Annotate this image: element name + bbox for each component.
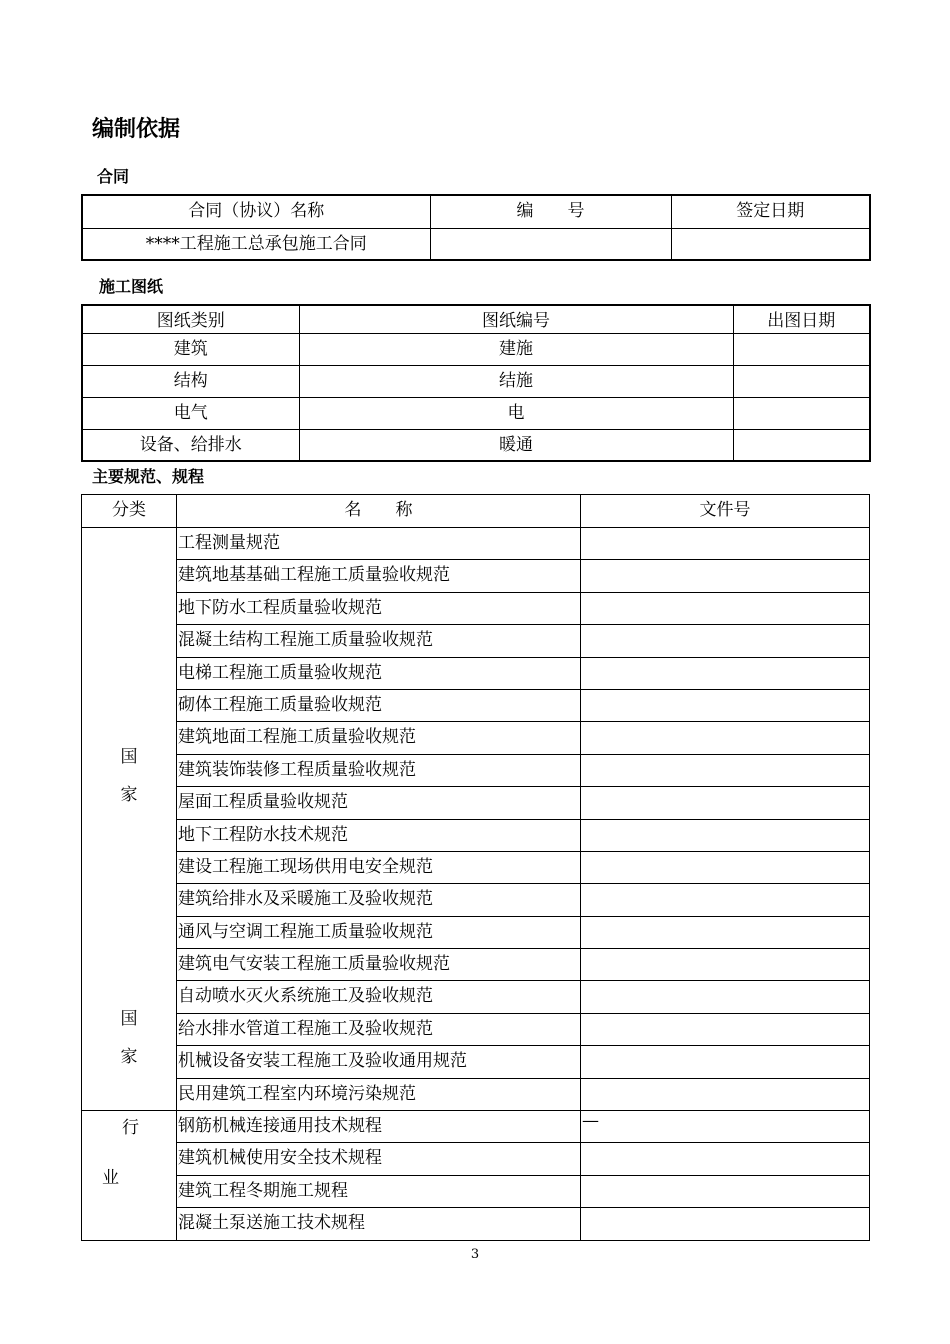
table-row: [82, 981, 870, 1013]
standard-doc-number-cell: [581, 819, 870, 851]
standard-name-cell: 建筑装饰装修工程质量验收规范: [177, 754, 581, 786]
standard-doc-number-cell: [581, 592, 870, 624]
standard-name-cell: 机械设备安装工程施工及验收通用规范: [177, 1046, 581, 1078]
standard-doc-number-cell: [581, 528, 870, 560]
table-row: [82, 333, 870, 365]
table-row: [82, 689, 870, 721]
table-row: [82, 916, 870, 948]
table-row: [82, 592, 870, 624]
standard-name-cell: 建筑机械使用安全技术规程: [177, 1143, 581, 1175]
contract-header-row: [82, 195, 870, 228]
drawings-heading: 施工图纸: [99, 277, 164, 296]
contract-header-number: 编 号: [430, 195, 671, 228]
drawing-type-cell: 设备、给排水: [82, 429, 299, 461]
drawing-date-cell: [733, 397, 870, 429]
standard-doc-number-cell: [581, 916, 870, 948]
standard-doc-number-cell: [581, 689, 870, 721]
table-row: [82, 949, 870, 981]
contract-header-date: 签定日期: [671, 195, 870, 228]
contract-table: [81, 194, 871, 261]
table-row: [82, 1208, 870, 1240]
drawing-number-cell: 电: [299, 397, 733, 429]
standards-heading: 主要规范、规程: [92, 467, 205, 486]
standard-doc-number-cell: [581, 754, 870, 786]
standard-doc-number-cell: [581, 981, 870, 1013]
standard-doc-number-cell: [581, 949, 870, 981]
drawings-header-row: [82, 305, 870, 333]
standard-name-cell: 建筑电气安装工程施工质量验收规范: [177, 949, 581, 981]
drawing-type-cell: 电气: [82, 397, 299, 429]
table-row: [82, 625, 870, 657]
category-char: 业: [102, 1168, 119, 1189]
table-row: [82, 884, 870, 916]
standard-name-cell: 自动喷水灭火系统施工及验收规范: [177, 981, 581, 1013]
table-row: [82, 397, 870, 429]
standard-doc-number-cell: —: [581, 1111, 870, 1143]
table-row: [82, 787, 870, 819]
standard-doc-number-cell: [581, 1208, 870, 1240]
standard-name-cell: 给水排水管道工程施工及验收规范: [177, 1013, 581, 1045]
table-row: [82, 1143, 870, 1175]
standard-name-cell: 电梯工程施工质量验收规范: [177, 657, 581, 689]
standard-name-cell: 地下工程防水技术规范: [177, 819, 581, 851]
standard-doc-number-cell: [581, 1013, 870, 1045]
standard-doc-number-cell: [581, 722, 870, 754]
table-row: [82, 1046, 870, 1078]
table-row: [82, 754, 870, 786]
drawing-number-cell: 建施: [299, 333, 733, 365]
table-row: [82, 1175, 870, 1207]
standard-name-cell: 建筑工程冬期施工规程: [177, 1175, 581, 1207]
contract-number-cell: [430, 228, 671, 260]
category-char: 国: [120, 1009, 138, 1029]
standard-doc-number-cell: [581, 625, 870, 657]
table-row: [82, 228, 870, 260]
page-number: 3: [470, 1247, 480, 1262]
table-row: [82, 365, 870, 397]
standard-doc-number-cell: [581, 884, 870, 916]
drawing-date-cell: [733, 429, 870, 461]
standard-name-cell: 砌体工程施工质量验收规范: [177, 689, 581, 721]
table-row: [82, 1013, 870, 1045]
drawing-type-cell: 结构: [82, 365, 299, 397]
drawing-date-cell: [733, 333, 870, 365]
category-char: 行: [122, 1118, 139, 1139]
standard-doc-number-cell: [581, 1143, 870, 1175]
category-char: 国: [120, 747, 138, 767]
standard-name-cell: 钢筋机械连接通用技术规程: [177, 1111, 581, 1143]
standard-doc-number-cell: [581, 1175, 870, 1207]
category-char: 家: [120, 785, 138, 805]
standard-name-cell: 通风与空调工程施工质量验收规范: [177, 916, 581, 948]
table-row: [82, 851, 870, 883]
standard-name-cell: 建设工程施工现场供用电安全规范: [177, 851, 581, 883]
standards-header-name: 名 称: [177, 495, 581, 528]
drawings-header-number: 图纸编号: [299, 305, 733, 333]
standard-name-cell: 民用建筑工程室内环境污染规范: [177, 1078, 581, 1110]
standard-name-cell: 建筑地面工程施工质量验收规范: [177, 722, 581, 754]
drawings-table: [81, 304, 871, 462]
drawing-number-cell: 结施: [299, 365, 733, 397]
table-row: [82, 1078, 870, 1110]
drawings-header-type: 图纸类别: [82, 305, 299, 333]
page-title: 编制依据: [92, 117, 181, 142]
contract-date-cell: [671, 228, 870, 260]
standards-header-row: [82, 495, 870, 528]
standard-doc-number-cell: [581, 1078, 870, 1110]
standard-doc-number-cell: [581, 1046, 870, 1078]
category-industry: [82, 1111, 177, 1241]
standard-doc-number-cell: [581, 787, 870, 819]
table-row: [82, 1111, 870, 1143]
standard-name-cell: 屋面工程质量验收规范: [177, 787, 581, 819]
standard-name-cell: 建筑地基基础工程施工质量验收规范: [177, 560, 581, 592]
standard-name-cell: 混凝土泵送施工技术规程: [177, 1208, 581, 1240]
standards-header-doc-number: 文件号: [581, 495, 870, 528]
table-row: [82, 560, 870, 592]
standard-name-cell: 地下防水工程质量验收规范: [177, 592, 581, 624]
standard-name-cell: 混凝土结构工程施工质量验收规范: [177, 625, 581, 657]
category-national: [82, 528, 177, 1111]
drawing-type-cell: 建筑: [82, 333, 299, 365]
table-row: [82, 819, 870, 851]
standards-table: [81, 494, 870, 1241]
standard-doc-number-cell: [581, 851, 870, 883]
standard-doc-number-cell: [581, 560, 870, 592]
table-row: [82, 429, 870, 461]
drawing-date-cell: [733, 365, 870, 397]
drawings-header-date: 出图日期: [733, 305, 870, 333]
standard-name-cell: 建筑给排水及采暖施工及验收规范: [177, 884, 581, 916]
standard-name-cell: 工程测量规范: [177, 528, 581, 560]
table-row: [82, 657, 870, 689]
category-char: 家: [120, 1047, 138, 1067]
table-row: [82, 528, 870, 560]
drawing-number-cell: 暖通: [299, 429, 733, 461]
standards-header-category: 分类: [82, 495, 177, 528]
contract-heading: 合同: [97, 167, 130, 186]
standard-doc-number-cell: [581, 657, 870, 689]
table-row: [82, 722, 870, 754]
contract-header-name: 合同（协议）名称: [82, 195, 430, 228]
contract-name-cell: ****工程施工总承包施工合同: [82, 228, 430, 260]
